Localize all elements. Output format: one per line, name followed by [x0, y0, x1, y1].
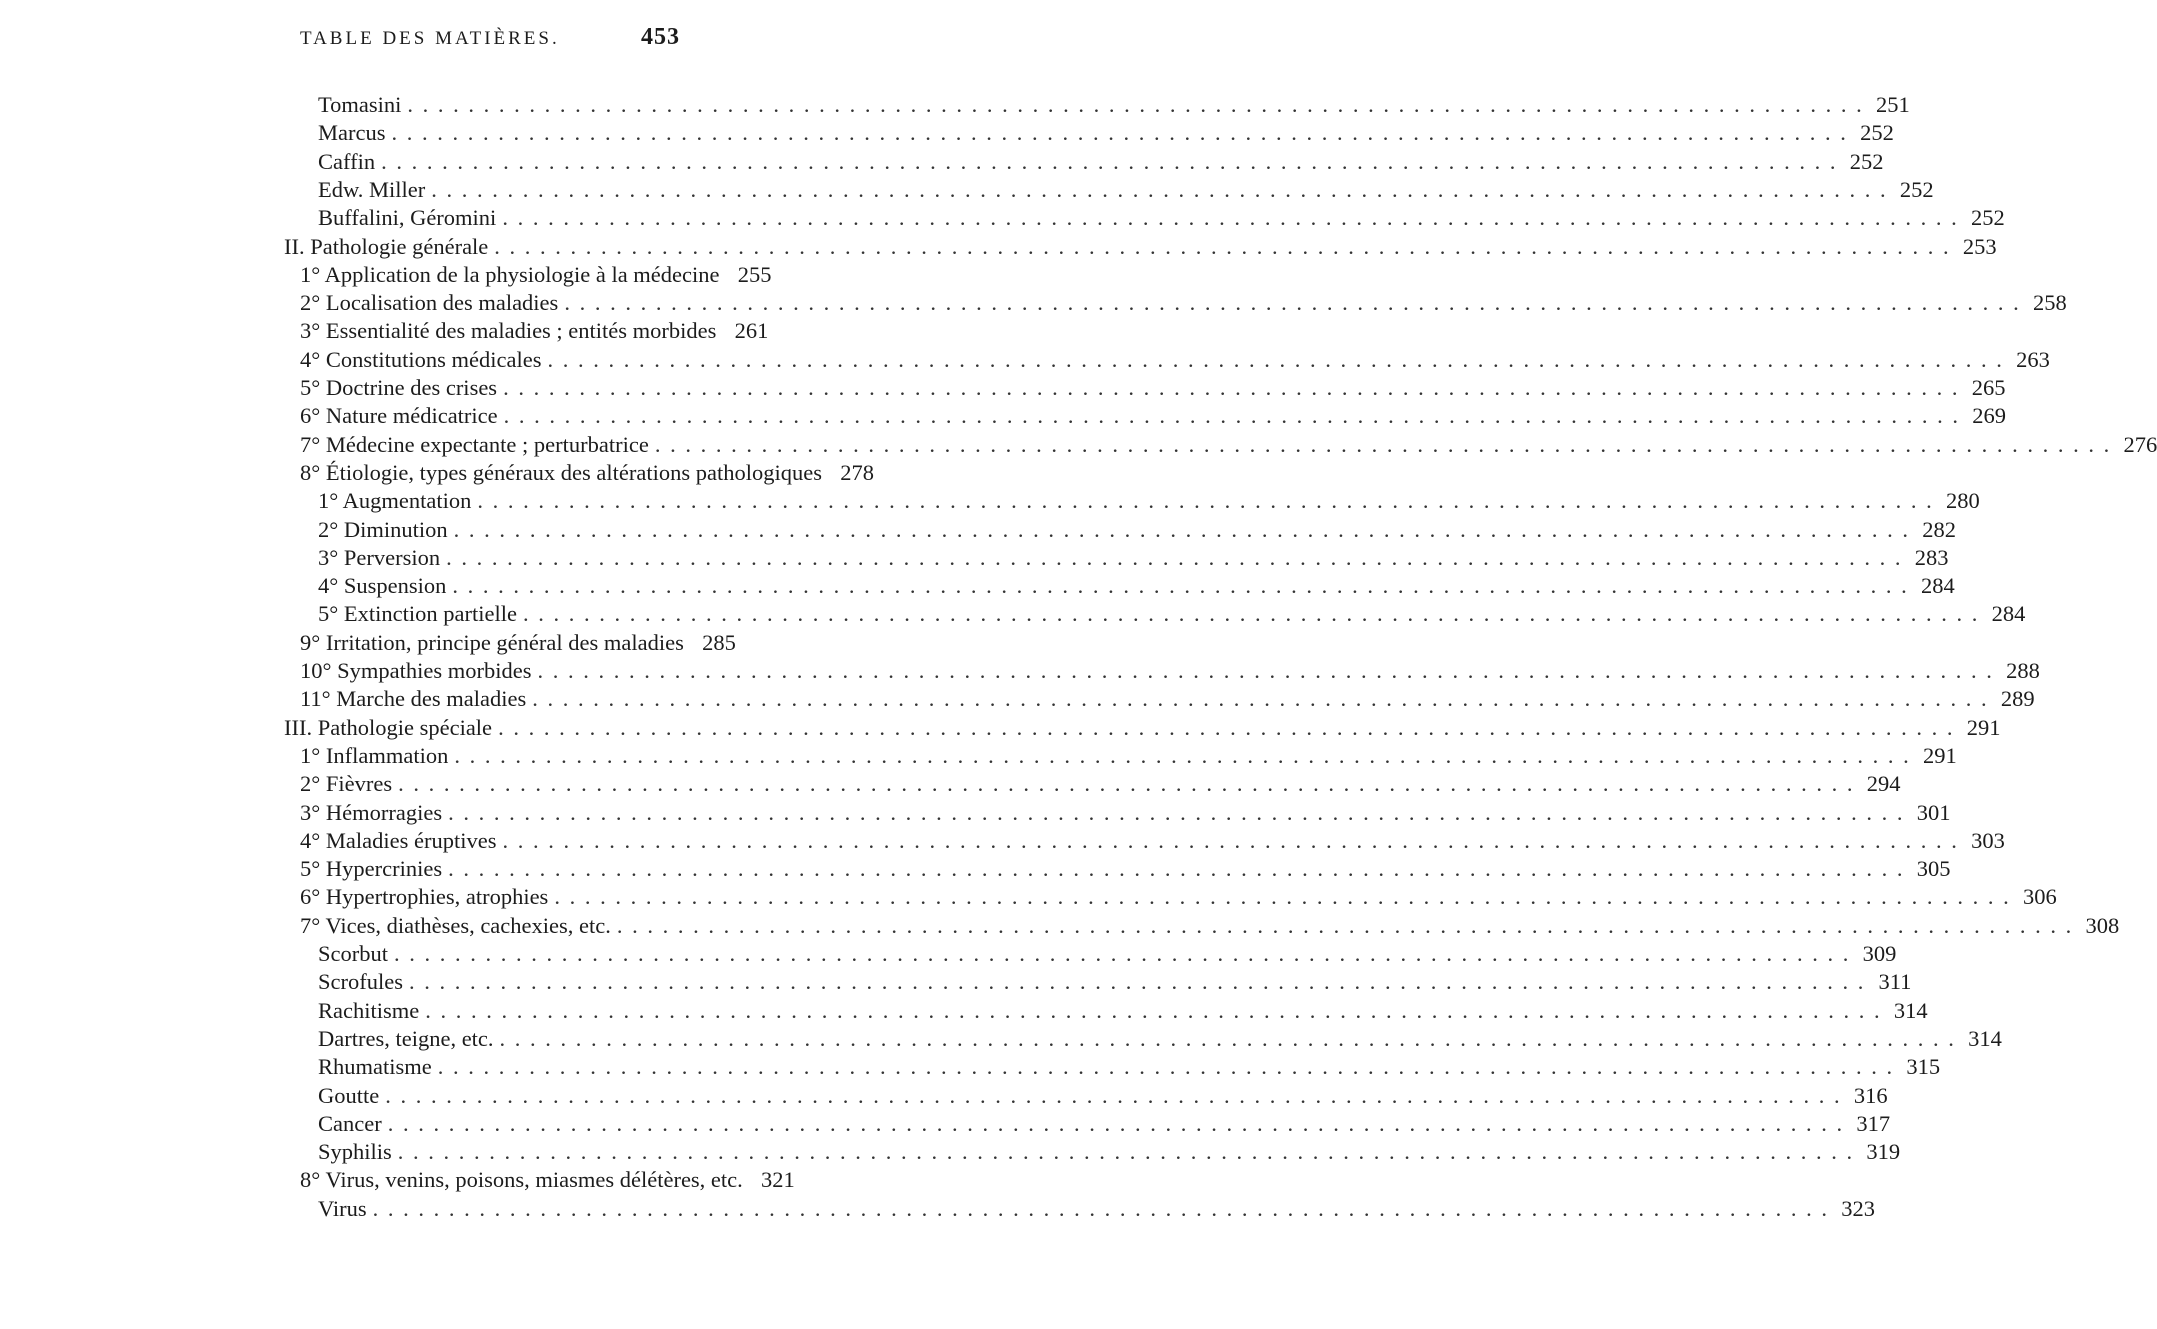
toc-entry: [300, 261, 772, 290]
toc-entry-page: 284: [1991, 601, 2026, 627]
dot-leader: [655, 432, 2111, 458]
toc-entry: [318, 997, 1928, 1026]
toc-entry-label: Rhumatisme: [318, 1054, 432, 1080]
toc-entry: [300, 884, 2057, 912]
toc-entry-label: 11° Marche des maladies: [300, 686, 527, 712]
toc-entry-label: 8° Étiologie, types généraux des altérations pathologiques: [300, 459, 822, 485]
dot-leader: [523, 601, 1979, 627]
toc-entry: [300, 403, 2007, 431]
toc-entry: [318, 176, 1934, 205]
dot-leader: [394, 941, 1850, 967]
toc-entry-page: 282: [1922, 516, 1957, 542]
toc-entry: [300, 629, 736, 658]
dot-leader: [502, 205, 1958, 231]
toc-entry: [318, 544, 1949, 573]
toc-entry-label: Scrofules: [318, 969, 403, 995]
toc-entry-label: Rachitisme: [318, 997, 420, 1023]
toc-entry-page: 294: [1866, 771, 1901, 797]
dot-leader: [502, 828, 1958, 854]
toc-entry-label: 3° Essentialité des maladies ; entités morbides: [300, 318, 717, 344]
toc-entry-label: II. Pathologie générale: [284, 233, 489, 259]
toc-entry-label: Virus: [318, 1195, 367, 1221]
toc-entry: [318, 120, 1894, 148]
toc-entry-page: 314: [1968, 1025, 2002, 1051]
dot-leader: [500, 1026, 1956, 1052]
toc-entry-label: Edw. Miller: [318, 176, 426, 202]
toc-entry-page: 316: [1853, 1082, 1888, 1108]
toc-entry: [284, 714, 2001, 743]
toc-entry-label: 5° Doctrine des crises: [300, 375, 498, 400]
toc-entry-label: 4° Suspension: [318, 573, 447, 599]
toc-entry-page: 255: [737, 261, 772, 287]
toc-entry: [300, 431, 2157, 460]
toc-entry-page: 311: [1878, 969, 1912, 995]
toc-entry-page: 321: [761, 1167, 795, 1193]
toc-entry-label: Dartres, teigne, etc.: [318, 1025, 494, 1051]
toc-entry-page: 315: [1906, 1054, 1941, 1080]
toc-entry: [300, 912, 2120, 941]
running-title: TABLE DES MATIÈRES.: [300, 28, 560, 49]
toc-entry: [318, 601, 2026, 629]
dot-leader: [448, 856, 1904, 882]
toc-entry-label: 6° Hypertrophies, atrophies: [300, 884, 549, 910]
toc-entry-page: 317: [1856, 1110, 1891, 1136]
dot-leader: [381, 149, 1837, 175]
toc-entry-label: Buffalini, Géromini: [318, 205, 497, 231]
toc-entry: [318, 573, 1955, 601]
toc-entry-label: 3° Perversion: [318, 544, 441, 570]
toc-entry-page: 301: [1916, 799, 1951, 825]
toc-entry-label: 2° Localisation des maladies: [300, 290, 559, 316]
toc-entry: [300, 346, 2050, 375]
dot-leader: [391, 120, 1847, 146]
toc-entry-page: 319: [1866, 1139, 1901, 1165]
toc-entry: [318, 1110, 1891, 1139]
toc-entry: [300, 742, 1957, 771]
toc-entry-label: 1° Inflammation: [300, 742, 449, 768]
toc-entry-page: 251: [1876, 92, 1910, 117]
toc-entry-page: 252: [1970, 205, 2005, 231]
dot-leader: [564, 290, 2020, 316]
toc-entry-page: 291: [1922, 742, 1957, 768]
toc-entry-page: 252: [1860, 120, 1894, 146]
dot-leader: [454, 743, 1910, 769]
dot-leader: [617, 913, 2073, 939]
toc-entry-page: 269: [1972, 403, 2007, 429]
toc-entry-label: 7° Médecine expectante ; perturbatrice: [300, 431, 649, 457]
toc-entry: [300, 771, 1901, 799]
dot-leader: [385, 1083, 1841, 1109]
dot-leader: [547, 347, 2003, 373]
toc-entry: [300, 658, 2040, 686]
toc-entry-label: Syphilis: [318, 1139, 392, 1165]
toc-entry-page: 285: [702, 629, 736, 655]
toc-entry: [300, 827, 2005, 856]
toc-entry-label: 2° Fièvres: [300, 771, 393, 797]
toc-entry: [300, 799, 1951, 828]
toc-entry: [318, 969, 1912, 997]
page-header: [300, 20, 680, 52]
toc-entry-page: 309: [1862, 941, 1897, 966]
toc-entry: [318, 205, 2005, 233]
dot-leader: [407, 92, 1863, 118]
toc-entry-label: 5° Extinction partielle: [318, 601, 517, 627]
toc-entry: [300, 686, 2035, 714]
toc-entry: [318, 941, 1897, 969]
toc-entry-page: 306: [2022, 884, 2057, 910]
toc-entry: [318, 488, 1980, 516]
toc-entry-label: 10° Sympathies morbides: [300, 658, 532, 683]
toc-entry-label: 5° Hypercrinies: [300, 856, 443, 882]
toc-entry-page: 289: [2000, 686, 2035, 712]
toc-entry-label: 3° Hémorragies: [300, 799, 443, 825]
dot-leader: [494, 234, 1950, 260]
toc-entry-page: 283: [1914, 544, 1949, 570]
toc-entry-label: 1° Augmentation: [318, 488, 472, 514]
toc-entry-label: 4° Maladies éruptives: [300, 827, 497, 853]
toc-entry-label: 6° Nature médicatrice: [300, 403, 498, 429]
toc-entry: [300, 459, 874, 488]
dot-leader: [409, 969, 1865, 995]
toc-entry-page: 252: [1849, 148, 1884, 174]
dot-leader: [425, 998, 1881, 1024]
toc-entry-page: 278: [840, 459, 874, 485]
toc-entry-page: 291: [1966, 714, 2001, 740]
toc-entry-page: 258: [2032, 290, 2067, 316]
toc-entry-page: 308: [2085, 912, 2120, 938]
dot-leader: [398, 1139, 1854, 1165]
dot-leader: [454, 517, 1910, 543]
toc-entry: [300, 856, 1951, 884]
toc-entry: [318, 148, 1884, 177]
toc-entry-label: Cancer: [318, 1110, 382, 1136]
toc-entry: [318, 1139, 1901, 1167]
toc-entry: [318, 1195, 1876, 1224]
toc-entry: [284, 233, 1997, 262]
toc-entry-label: 8° Virus, venins, poisons, miasmes délétères, etc.: [300, 1167, 743, 1193]
page-number: 453: [641, 24, 680, 50]
toc-entry-label: 4° Constitutions médicales: [300, 346, 542, 372]
toc-entry-page: 314: [1893, 997, 1928, 1023]
toc-entry-label: Marcus: [318, 120, 386, 146]
toc-entry-label: Scorbut: [318, 941, 388, 966]
toc-entry-page: 280: [1945, 488, 1980, 514]
toc-entry-label: 1° Application de la physiologie à la médecine: [300, 261, 720, 287]
toc-entry: [300, 318, 769, 346]
dot-leader: [537, 658, 1993, 684]
toc-entry-page: 323: [1841, 1195, 1876, 1221]
toc-entry: [318, 1025, 2002, 1054]
dot-leader: [532, 686, 1988, 712]
toc-entry: [318, 1082, 1888, 1111]
toc-entry-page: 252: [1899, 176, 1934, 202]
dot-leader: [554, 884, 2010, 910]
toc-entry-page: 263: [2016, 346, 2050, 372]
dot-leader: [388, 1111, 1844, 1137]
toc-entry-page: 288: [2006, 658, 2040, 683]
dot-leader: [438, 1054, 1894, 1080]
toc-entry-page: 284: [1921, 573, 1955, 599]
toc-entry-page: 303: [1971, 827, 2005, 853]
dot-leader: [398, 771, 1854, 797]
toc-entry-label: Goutte: [318, 1082, 380, 1108]
dot-leader: [373, 1196, 1829, 1222]
toc-entry: [300, 290, 2067, 318]
toc-entry: [300, 1167, 795, 1195]
dot-leader: [431, 177, 1887, 203]
dot-leader: [504, 403, 1960, 429]
toc-entry-page: 253: [1962, 233, 1997, 259]
toc-entry-page: 276: [2123, 431, 2157, 457]
toc-entry: [318, 1054, 1941, 1082]
toc-entry-label: Tomasini: [318, 92, 402, 117]
dot-leader: [448, 800, 1904, 826]
toc-entry-label: Caffin: [318, 148, 376, 174]
dot-leader: [498, 715, 1954, 741]
toc-entry: [300, 375, 2006, 403]
dot-leader: [452, 573, 1908, 599]
toc-entry-page: 305: [1916, 856, 1951, 882]
dot-leader: [446, 545, 1902, 571]
dot-leader: [477, 488, 1933, 514]
toc-entry-label: 7° Vices, diathèses, cachexies, etc.: [300, 912, 611, 938]
toc-entry-label: 2° Diminution: [318, 516, 448, 542]
toc-entry: [318, 92, 1910, 120]
toc-entry-page: 261: [734, 318, 769, 344]
dot-leader: [503, 375, 1959, 401]
toc-entry: [318, 516, 1957, 545]
toc-entry-label: 9° Irritation, principe général des maladies: [300, 629, 684, 655]
toc-entry-page: 265: [1971, 375, 2006, 400]
toc-entry-label: III. Pathologie spéciale: [284, 714, 493, 740]
